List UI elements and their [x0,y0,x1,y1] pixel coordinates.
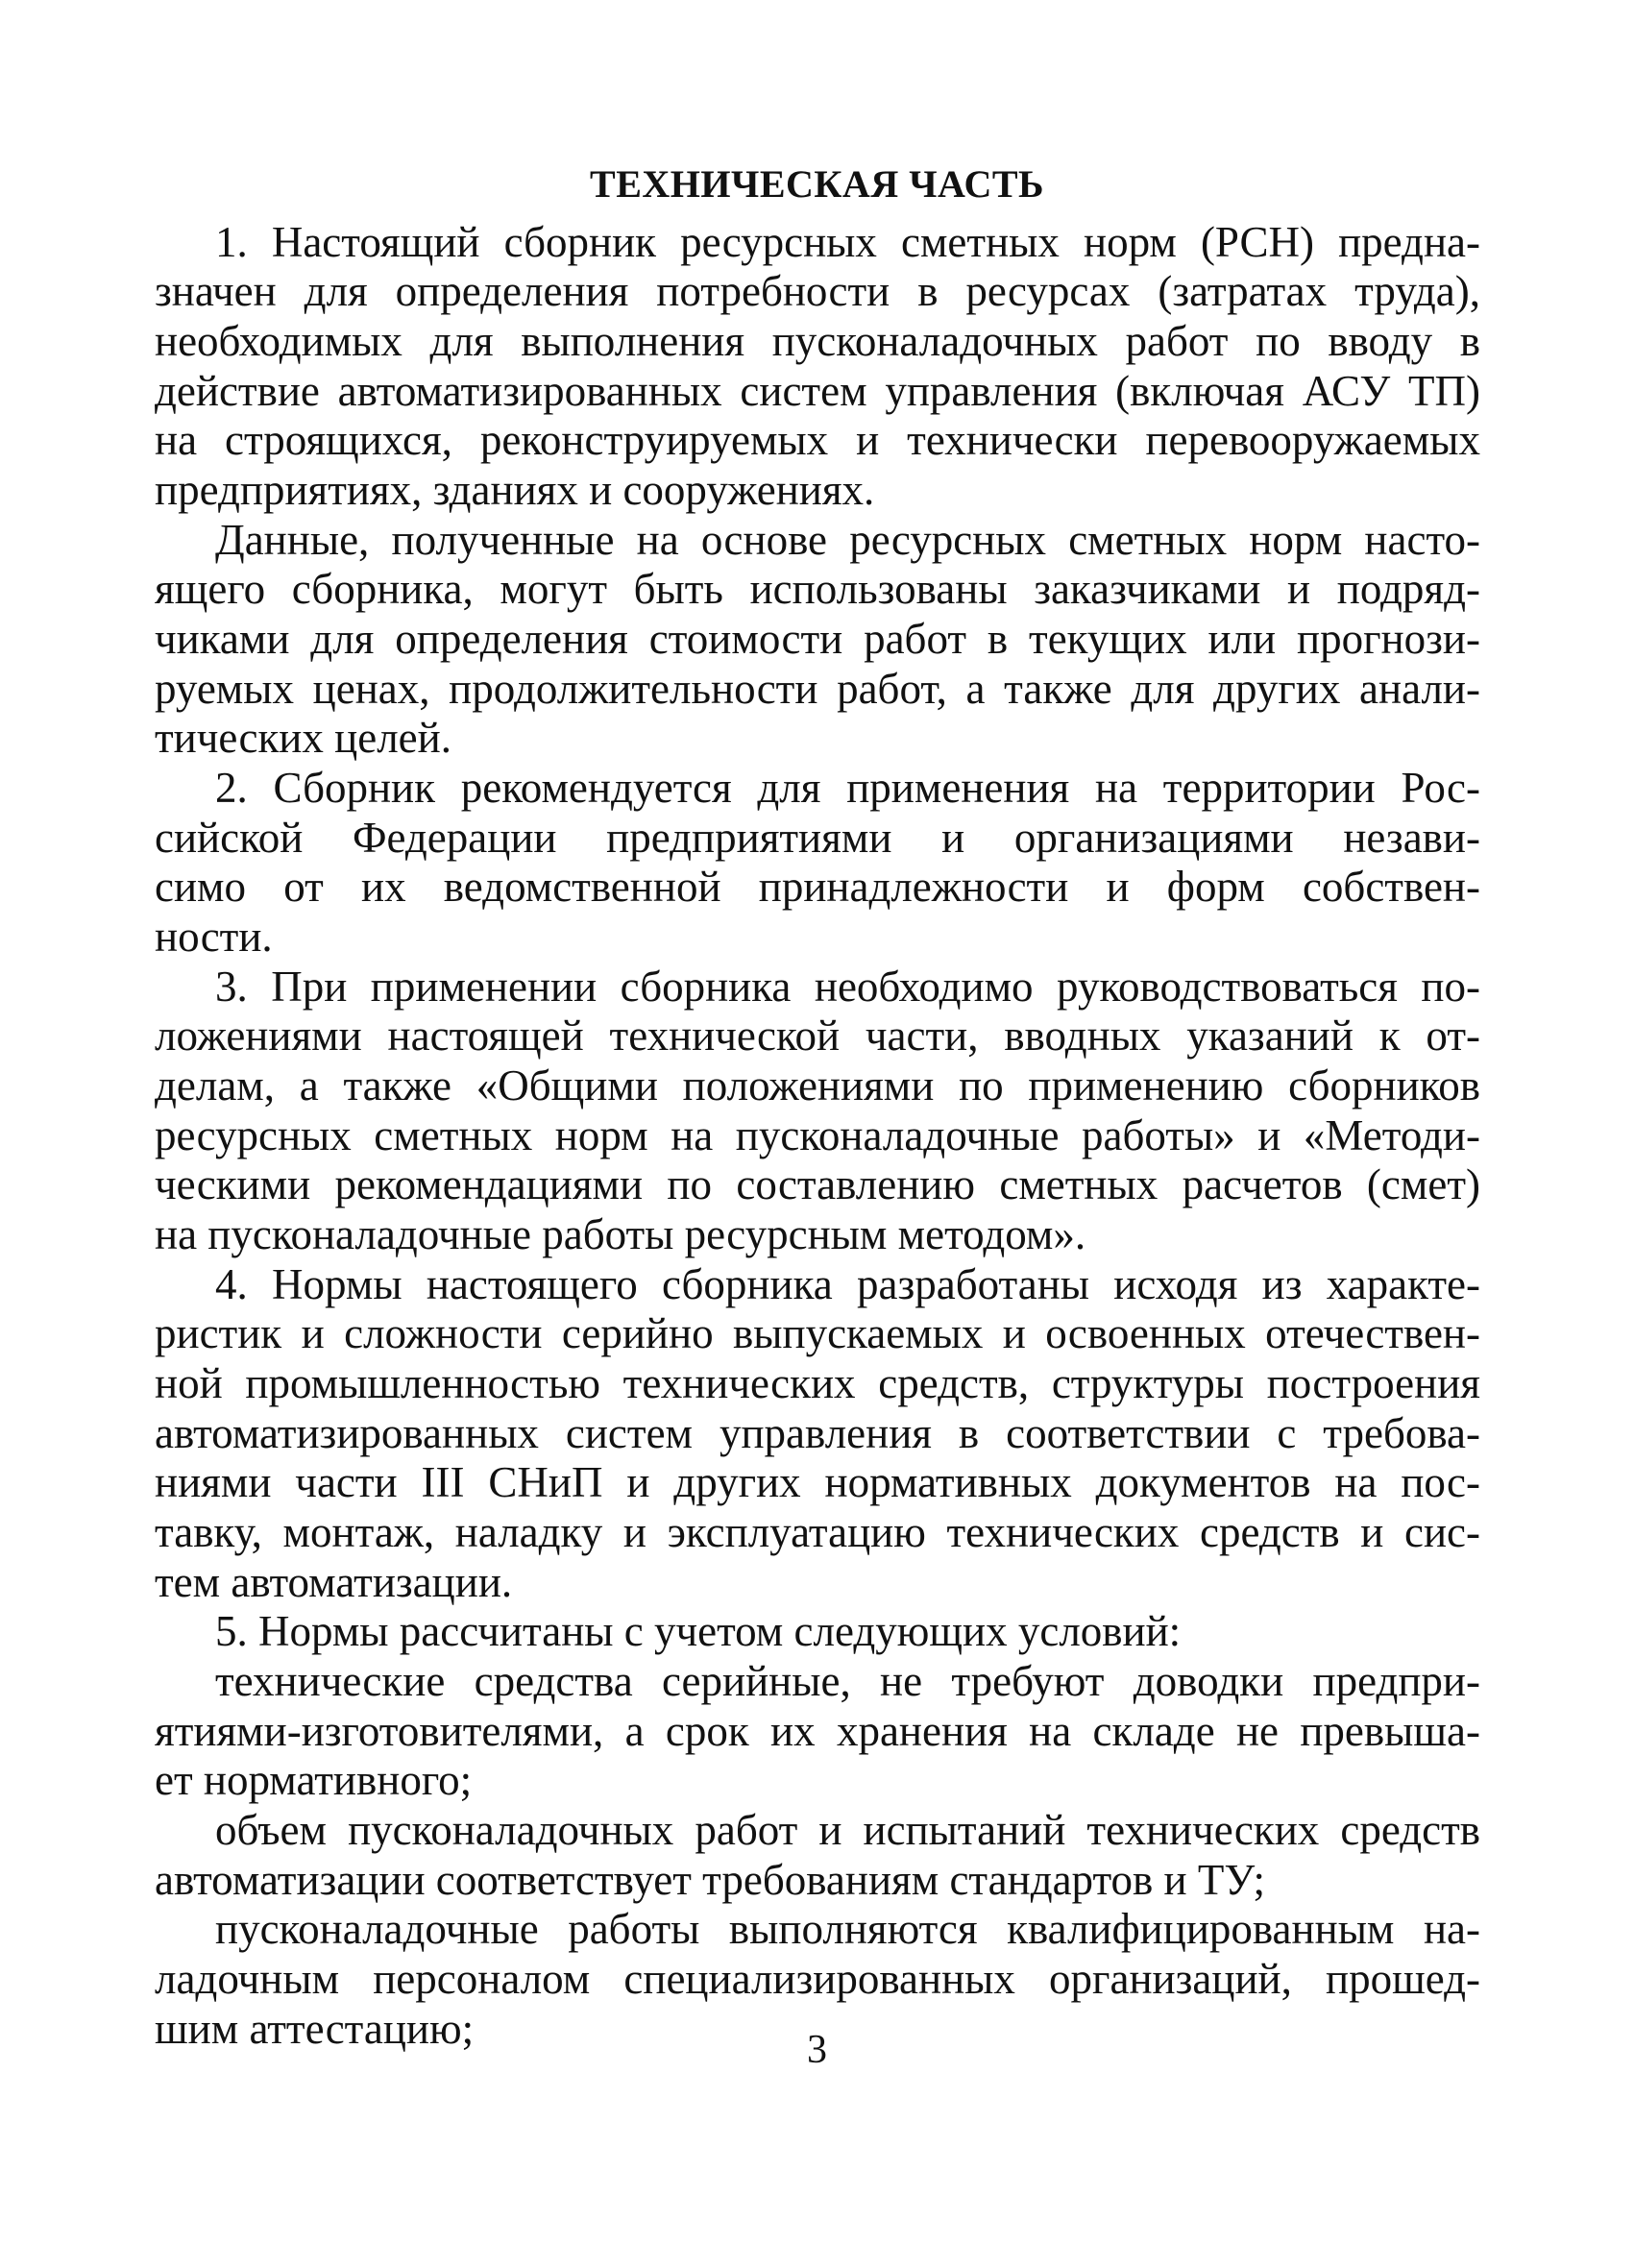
text-line: 4. Нормы настоящего сборника разработаны исходя из характе- [215,1260,1480,1308]
text-line: на строящихся, реконструируемых и технически перевооружаемых [155,416,1480,464]
text-line: сийской Федерации предприятиями и организациями незави- [155,814,1480,862]
text-line: автоматизированных систем управления в соответствии с требова- [155,1409,1480,1457]
text-line: ности. [155,913,273,961]
text-line: чиками для определения стоимости работ в текущих или прогнози- [155,615,1480,663]
text-line: на пусконаладочные работы ресурсным методом». [155,1210,1086,1258]
text-line: тических целей. [155,714,451,762]
section-heading: ТЕХНИЧЕСКАЯ ЧАСТЬ [590,162,1044,206]
text-line: ческими рекомендациями по составлению сметных расчетов (смет) [155,1160,1480,1208]
text-line: ладочным персоналом специализированных организаций, прошед- [155,1955,1480,2003]
text-line: ложениями настоящей технической части, вводных указаний к от- [155,1012,1480,1060]
text-line: 5. Нормы рассчитаны с учетом следующих условий: [215,1607,1182,1655]
text-line: 2. Сборник рекомендуется для применения на территории Рос- [215,764,1480,812]
text-line: 1. Настоящий сборник ресурсных сметных норм (РСН) предна- [215,218,1480,266]
text-line: шим аттестацию; [155,2005,475,2053]
text-line: значен для определения потребности в ресурсах (затратах труда), [155,267,1480,315]
text-line: действие автоматизированных систем управления (включая АСУ ТП) [155,367,1480,415]
text-line: делам, а также «Общими положениями по применению сборников [155,1061,1480,1110]
text-line: пусконаладочные работы выполняются квалифицированным на- [215,1905,1480,1953]
text-line: Данные, полученные на основе ресурсных сметных норм насто- [215,516,1480,564]
text-line: ящего сборника, могут быть использованы заказчиками и подряд- [155,565,1480,613]
text-line: технические средства серийные, не требуют доводки предпри- [215,1657,1480,1705]
text-line: ятиями-изготовителями, а срок их хранения на складе не превыша- [155,1707,1480,1755]
text-line: объем пусконаладочных работ и испытаний технических средств [215,1806,1480,1854]
text-line: ной промышленностью технических средств, структуры построения [155,1359,1480,1407]
page-number: 3 [807,2028,827,2072]
text-line: ристик и сложности серийно выпускаемых и освоенных отечествен- [155,1309,1480,1357]
text-line: ресурсных сметных норм на пусконаладочные работы» и «Методи- [155,1111,1480,1159]
text-line: автоматизации соответствует требованиям стандартов и ТУ; [155,1856,1266,1904]
text-line: ниями части III СНиП и других нормативных документов на пос- [155,1458,1480,1506]
text-line: необходимых для выполнения пусконаладочных работ по вводу в [155,317,1480,365]
text-line: руемых ценах, продолжительности работ, а также для других анали- [155,665,1480,713]
text-line: ет нормативного; [155,1756,473,1804]
text-line: тавку, монтаж, наладку и эксплуатацию технических средств и сис- [155,1508,1480,1556]
text-line: предприятиях, зданиях и сооружениях. [155,466,875,514]
text-line: тем автоматизации. [155,1558,513,1606]
text-line: 3. При применении сборника необходимо руководствоваться по- [215,963,1480,1011]
text-line: симо от их ведомственной принадлежности и форм собствен- [155,863,1480,911]
